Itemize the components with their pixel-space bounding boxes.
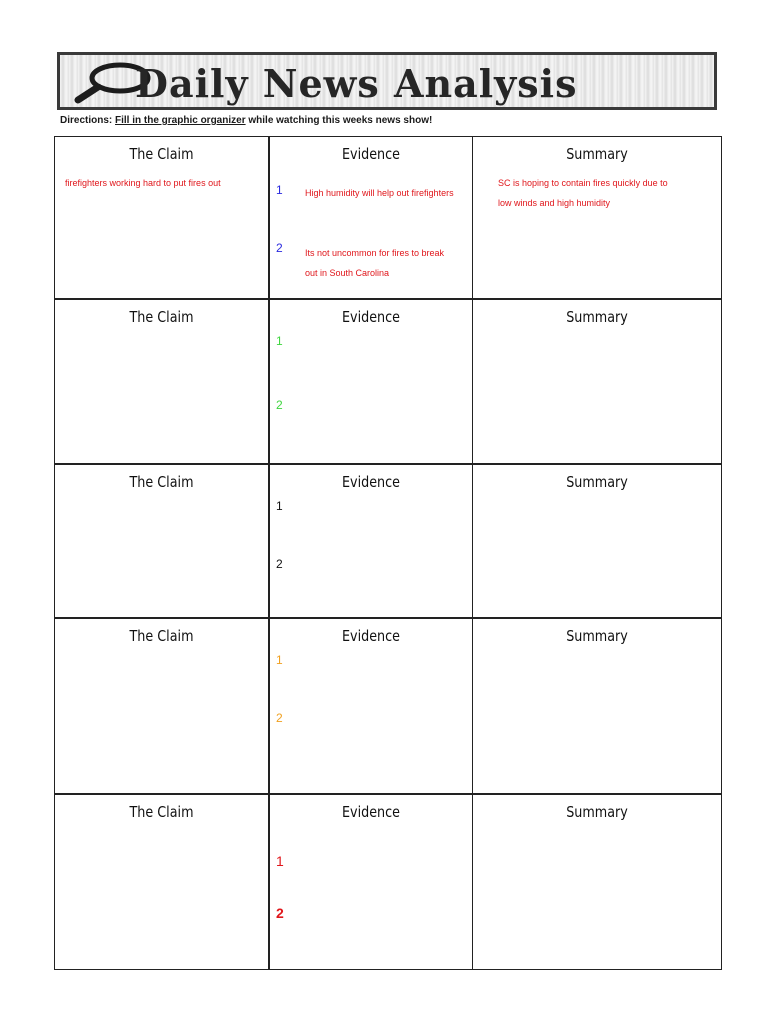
summary-text: SC is hoping to contain fires quickly due to low winds and high humidity bbox=[498, 178, 668, 208]
evidence-number-1: 1 bbox=[276, 183, 283, 197]
evidence-cell-4[interactable] bbox=[269, 619, 473, 795]
title-banner bbox=[57, 52, 717, 110]
summary-cell-4[interactable] bbox=[473, 619, 721, 795]
evidence-number-1: 1 bbox=[276, 499, 283, 513]
summary-cell-2[interactable] bbox=[473, 300, 721, 465]
evidence-heading: Evidence bbox=[341, 308, 401, 326]
evidence-heading: Evidence bbox=[341, 627, 401, 645]
claim-heading: The Claim bbox=[129, 803, 194, 821]
summary-heading: Summary bbox=[566, 145, 628, 163]
summary-heading: Summary bbox=[566, 627, 628, 645]
claim-cell-3[interactable] bbox=[55, 465, 269, 619]
evidence-number-2: 2 bbox=[276, 905, 284, 921]
summary-heading: Summary bbox=[566, 308, 628, 326]
claim-cell-4[interactable] bbox=[55, 619, 269, 795]
claim-heading: The Claim bbox=[129, 473, 194, 491]
evidence-number-2: 2 bbox=[276, 241, 283, 255]
evidence-number-1: 1 bbox=[276, 853, 284, 869]
directions-rest: while watching this weeks news show! bbox=[245, 115, 433, 126]
claim-cell-1[interactable] bbox=[55, 137, 269, 300]
evidence-heading: Evidence bbox=[341, 145, 401, 163]
claim-heading: The Claim bbox=[129, 627, 194, 645]
summary-heading: Summary bbox=[566, 803, 628, 821]
evidence-heading: Evidence bbox=[341, 803, 401, 821]
claim-heading: The Claim bbox=[129, 308, 194, 326]
page-title: Daily News Analysis bbox=[135, 61, 578, 106]
summary-cell-5[interactable] bbox=[473, 795, 721, 969]
evidence-cell-3[interactable] bbox=[269, 465, 473, 619]
claim-cell-2[interactable] bbox=[55, 300, 269, 465]
evidence-text-1: High humidity will help out firefighters bbox=[305, 188, 454, 198]
summary-cell-1[interactable] bbox=[473, 137, 721, 300]
summary-heading: Summary bbox=[566, 473, 628, 491]
claim-text: firefighters working hard to put fires out bbox=[65, 178, 221, 188]
evidence-number-1: 1 bbox=[276, 653, 283, 667]
claim-cell-5[interactable] bbox=[55, 795, 269, 969]
evidence-number-2: 2 bbox=[276, 398, 283, 412]
evidence-number-1: 1 bbox=[276, 334, 283, 348]
claim-heading: The Claim bbox=[129, 145, 194, 163]
evidence-text-2: Its not uncommon for fires to break out in South Carolina bbox=[305, 248, 445, 278]
evidence-cell-1[interactable] bbox=[269, 137, 473, 300]
evidence-cell-2[interactable] bbox=[269, 300, 473, 465]
summary-cell-3[interactable] bbox=[473, 465, 721, 619]
directions-label: Directions: bbox=[60, 115, 113, 126]
evidence-heading: Evidence bbox=[341, 473, 401, 491]
directions-link: Fill in the graphic organizer bbox=[115, 115, 246, 126]
graphic-organizer-table bbox=[54, 136, 722, 970]
evidence-number-2: 2 bbox=[276, 711, 283, 725]
evidence-cell-5[interactable] bbox=[269, 795, 473, 969]
evidence-number-2: 2 bbox=[276, 557, 283, 571]
directions-text bbox=[60, 115, 432, 126]
